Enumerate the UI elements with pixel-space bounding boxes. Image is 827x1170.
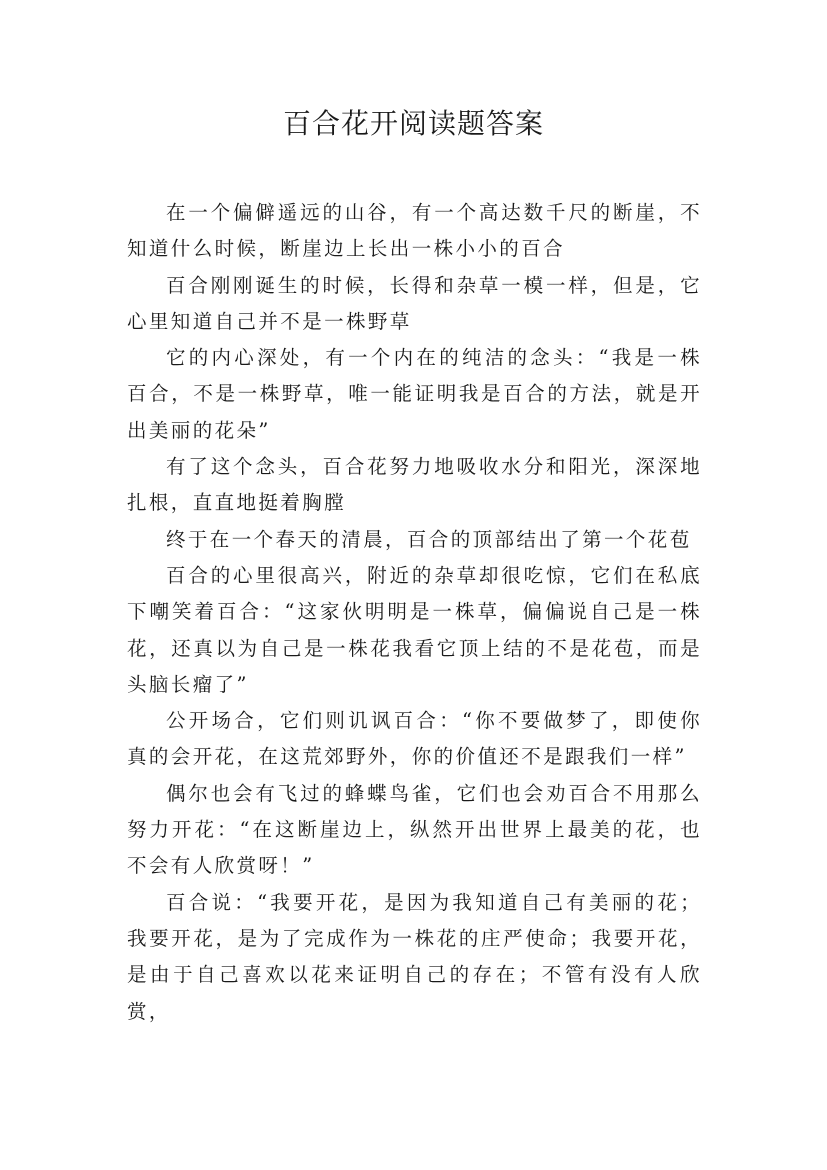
paragraph: 百合说：“我要开花，是因为我知道自己有美丽的花；我要开花，是为了完成作为一株花的庄严使命；我要开花，是由于自己喜欢以花来证明自己的存在；不管有没有人欣赏， xyxy=(127,890,702,1023)
document-title: 百合花开阅读题答案 xyxy=(282,107,544,140)
paragraph: 有了这个念头，百合花努力地吸收水分和阳光，深深地扎根，直直地挺着胸膛 xyxy=(127,455,702,515)
paragraph: 它的内心深处，有一个内在的纯洁的念头：“我是一株百合，不是一株野草，唯一能证明我是百合的方法，就是开出美丽的花朵” xyxy=(127,346,702,442)
paragraph: 百合刚刚诞生的时候，长得和杂草一模一样，但是，它心里知道自己并不是一株野草 xyxy=(127,273,702,333)
paragraph: 在一个偏僻遥远的山谷，有一个高达数千尺的断崖，不知道什么时候，断崖边上长出一株小小的百合 xyxy=(127,201,702,261)
paragraph: 偶尔也会有飞过的蜂蝶鸟雀，它们也会劝百合不用那么努力开花：“在这断崖边上，纵然开出世界上最美的花，也不会有人欣赏呀！” xyxy=(127,781,702,878)
paragraph: 终于在一个春天的清晨，百合的顶部结出了第一个花苞 xyxy=(166,527,692,551)
paragraph: 百合的心里很高兴，附近的杂草却很吃惊，它们在私底下嘲笑着百合：“这家伙明明是一株草，偏偏说自己是一株花，还真以为自己是一株花我看它顶上结的不是花苞，而是头脑长瘤了” xyxy=(127,563,702,696)
paragraph: 公开场合，它们则讥讽百合：“你不要做梦了，即使你真的会开花，在这荒郊野外，你的价值还不是跟我们一样” xyxy=(127,709,702,769)
document-body xyxy=(127,195,702,1030)
